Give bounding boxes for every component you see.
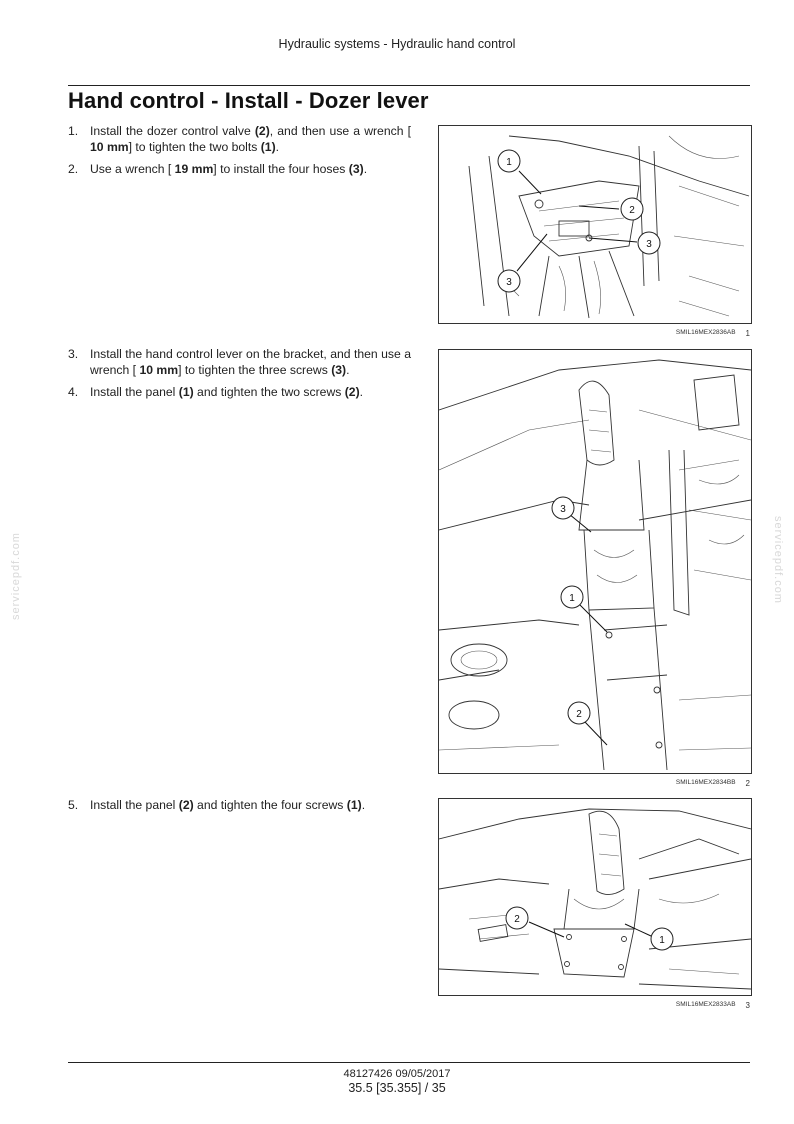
header-rule xyxy=(68,85,750,86)
step-text-run: Install the panel xyxy=(90,798,179,812)
step-number: 3. xyxy=(68,347,79,361)
step-text-run: ] to tighten the two bolts xyxy=(128,140,261,154)
callout-label: 3 xyxy=(560,504,566,515)
callout-label: 1 xyxy=(506,157,512,168)
step-number: 5. xyxy=(68,798,79,812)
step-text-emphasis: (2) xyxy=(254,124,270,138)
step-text-emphasis: 10 mm xyxy=(139,363,179,377)
footer-rule xyxy=(68,1062,750,1063)
callout-marker xyxy=(506,907,528,929)
step-text xyxy=(90,384,411,400)
callout-label: 1 xyxy=(569,593,575,604)
watermark-right: servicepdf.com xyxy=(772,516,784,604)
figure-number: 1 xyxy=(745,329,750,338)
figure-2-callouts xyxy=(552,497,607,745)
callout-label: 2 xyxy=(514,914,520,925)
step-text-emphasis: (1) xyxy=(260,140,276,154)
footer-page-reference: 35.5 [35.355] / 35 xyxy=(348,1081,446,1095)
figure-number: 3 xyxy=(745,1001,750,1010)
callout-marker xyxy=(498,150,520,172)
figure-code: SMIL16MEX2833AB xyxy=(675,1001,736,1008)
running-header: Hydraulic systems - Hydraulic hand control xyxy=(278,37,516,51)
step-item xyxy=(68,161,411,177)
step-number: 2. xyxy=(68,162,79,176)
step-text-run: . xyxy=(275,140,280,154)
step-text-emphasis: 10 mm xyxy=(90,140,129,154)
figure-3-illustration xyxy=(438,798,752,996)
callout-marker xyxy=(568,702,590,724)
callout-label: 3 xyxy=(646,239,652,250)
step-text-run: ] to install the four hoses xyxy=(213,162,349,176)
step-text-emphasis: (3) xyxy=(331,363,347,377)
callout-marker xyxy=(498,270,520,292)
step-item xyxy=(68,797,411,813)
callout-marker xyxy=(561,586,583,608)
callout-marker xyxy=(638,232,660,254)
figure-2-illustration xyxy=(438,349,752,774)
step-item xyxy=(68,123,411,155)
step-text-run: Use a wrench [ xyxy=(90,162,175,176)
figure-3-caption xyxy=(438,1001,750,1010)
callout-label: 2 xyxy=(629,205,635,216)
step-text-emphasis: (2) xyxy=(344,385,360,399)
figure-code: SMIL16MEX2834BB xyxy=(675,779,736,786)
figure-1-caption xyxy=(438,329,750,338)
figure-code: SMIL16MEX2836AB xyxy=(675,329,736,336)
callout-label: 2 xyxy=(576,709,582,720)
step-text-emphasis: (3) xyxy=(348,162,364,176)
step-group-3 xyxy=(68,797,411,819)
step-text-run: . xyxy=(346,363,350,377)
callout-marker xyxy=(552,497,574,519)
step-text-run: , and then use a wrench [ xyxy=(269,124,411,138)
figure-1-drawing xyxy=(439,126,751,323)
step-number: 4. xyxy=(68,385,79,399)
callout-label: 3 xyxy=(506,277,512,288)
step-text-emphasis: (1) xyxy=(346,798,362,812)
step-text-run: . xyxy=(359,385,364,399)
step-text-emphasis: (2) xyxy=(178,798,194,812)
figure-2-caption xyxy=(438,779,750,788)
step-text-run: Install the panel xyxy=(90,385,179,399)
callout-label: 1 xyxy=(659,935,665,946)
figure-number: 2 xyxy=(745,779,750,788)
figure-3-drawing xyxy=(439,799,751,995)
figure-1-illustration xyxy=(438,125,752,324)
callout-marker xyxy=(651,928,673,950)
step-text-run: and tighten the two screws xyxy=(193,385,345,399)
step-text xyxy=(90,797,411,813)
step-text-run: and tighten the four screws xyxy=(193,798,347,812)
step-item xyxy=(68,346,411,378)
step-number: 1. xyxy=(68,124,79,138)
watermark-left: servicepdf.com xyxy=(10,532,22,620)
footer-document-reference: 48127426 09/05/2017 xyxy=(343,1068,451,1080)
step-text-run: . xyxy=(361,798,366,812)
step-text-run: . xyxy=(363,162,368,176)
figure-2-drawing xyxy=(439,350,751,773)
step-group-1 xyxy=(68,123,411,183)
page-title: Hand control - Install - Dozer lever xyxy=(68,88,429,113)
step-text-emphasis: 19 mm xyxy=(174,162,214,176)
callout-marker xyxy=(621,198,643,220)
step-text-run: Install the dozer control valve xyxy=(90,124,255,138)
step-text xyxy=(90,123,411,155)
step-group-2 xyxy=(68,346,411,406)
step-text xyxy=(90,346,411,378)
step-text-run: Install the hand control lever on the bracket, and then use a wrench [ xyxy=(90,347,411,377)
step-item xyxy=(68,384,411,400)
figure-3-callouts xyxy=(506,907,673,950)
step-text-emphasis: (1) xyxy=(178,385,194,399)
step-text xyxy=(90,161,411,177)
step-text-run: ] to tighten the three screws xyxy=(178,363,332,377)
